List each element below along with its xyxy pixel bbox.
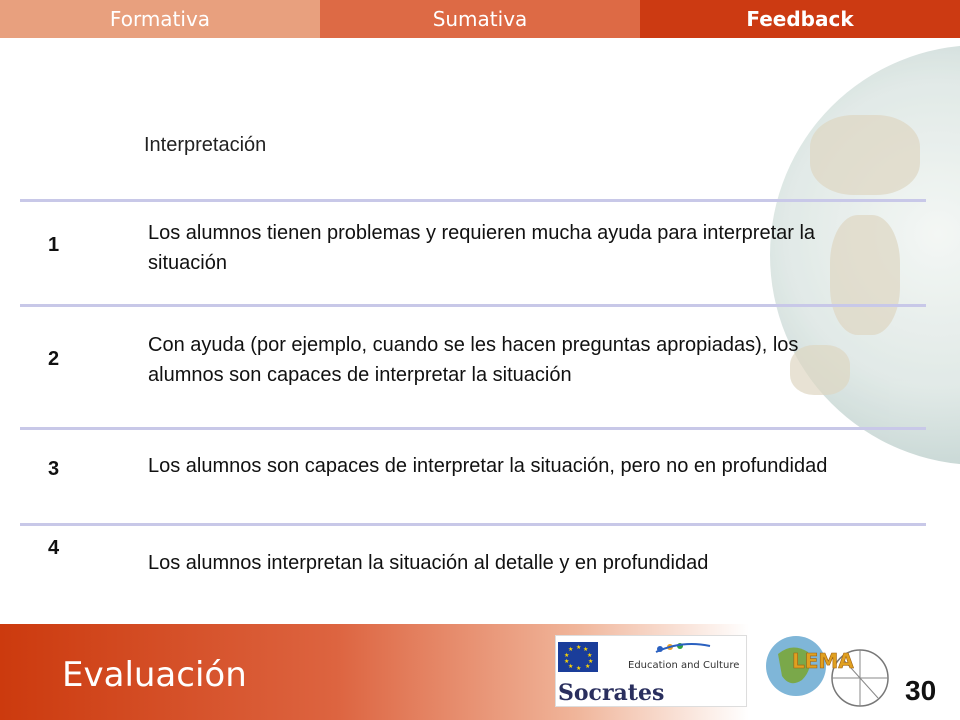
divider	[20, 427, 926, 430]
tab-sumativa[interactable]: Sumativa	[320, 0, 640, 38]
row-description: Los alumnos son capaces de interpretar la situación, pero no en profundidad	[148, 455, 828, 477]
eu-flag-icon: ★ ★ ★ ★ ★ ★ ★ ★ ★ ★	[558, 642, 598, 672]
section-heading: Interpretación	[144, 134, 267, 156]
page-number: 30	[905, 675, 937, 706]
swoosh-icon	[652, 640, 712, 654]
tab-formativa[interactable]: Formativa	[0, 0, 320, 38]
socrates-wordmark: Socrates	[558, 680, 665, 706]
socrates-logo	[555, 635, 747, 707]
svg-text:LEMA: LEMA	[792, 649, 854, 673]
row-description: Los alumnos interpretan la situación al detalle y en profundidad	[148, 552, 709, 574]
divider	[20, 304, 926, 307]
row-description: Los alumnos tienen problemas y requieren mucha ayuda para interpretar la situación	[148, 222, 816, 274]
divider	[20, 199, 926, 202]
row-number: 1	[48, 234, 60, 256]
tab-feedback[interactable]: Feedback	[640, 0, 960, 38]
education-culture-label: Education and Culture	[628, 660, 740, 671]
row-number: 4	[48, 537, 60, 559]
row-description: Con ayuda (por ejemplo, cuando se les hacen preguntas apropiadas), los alumnos son capaces de interpretar la situación	[148, 334, 799, 386]
top-tab-bar	[0, 0, 960, 38]
lema-logo	[762, 628, 892, 720]
footer-title: Evaluación	[62, 655, 247, 695]
row-number: 3	[48, 458, 60, 480]
divider	[20, 523, 926, 526]
row-number: 2	[48, 348, 60, 370]
